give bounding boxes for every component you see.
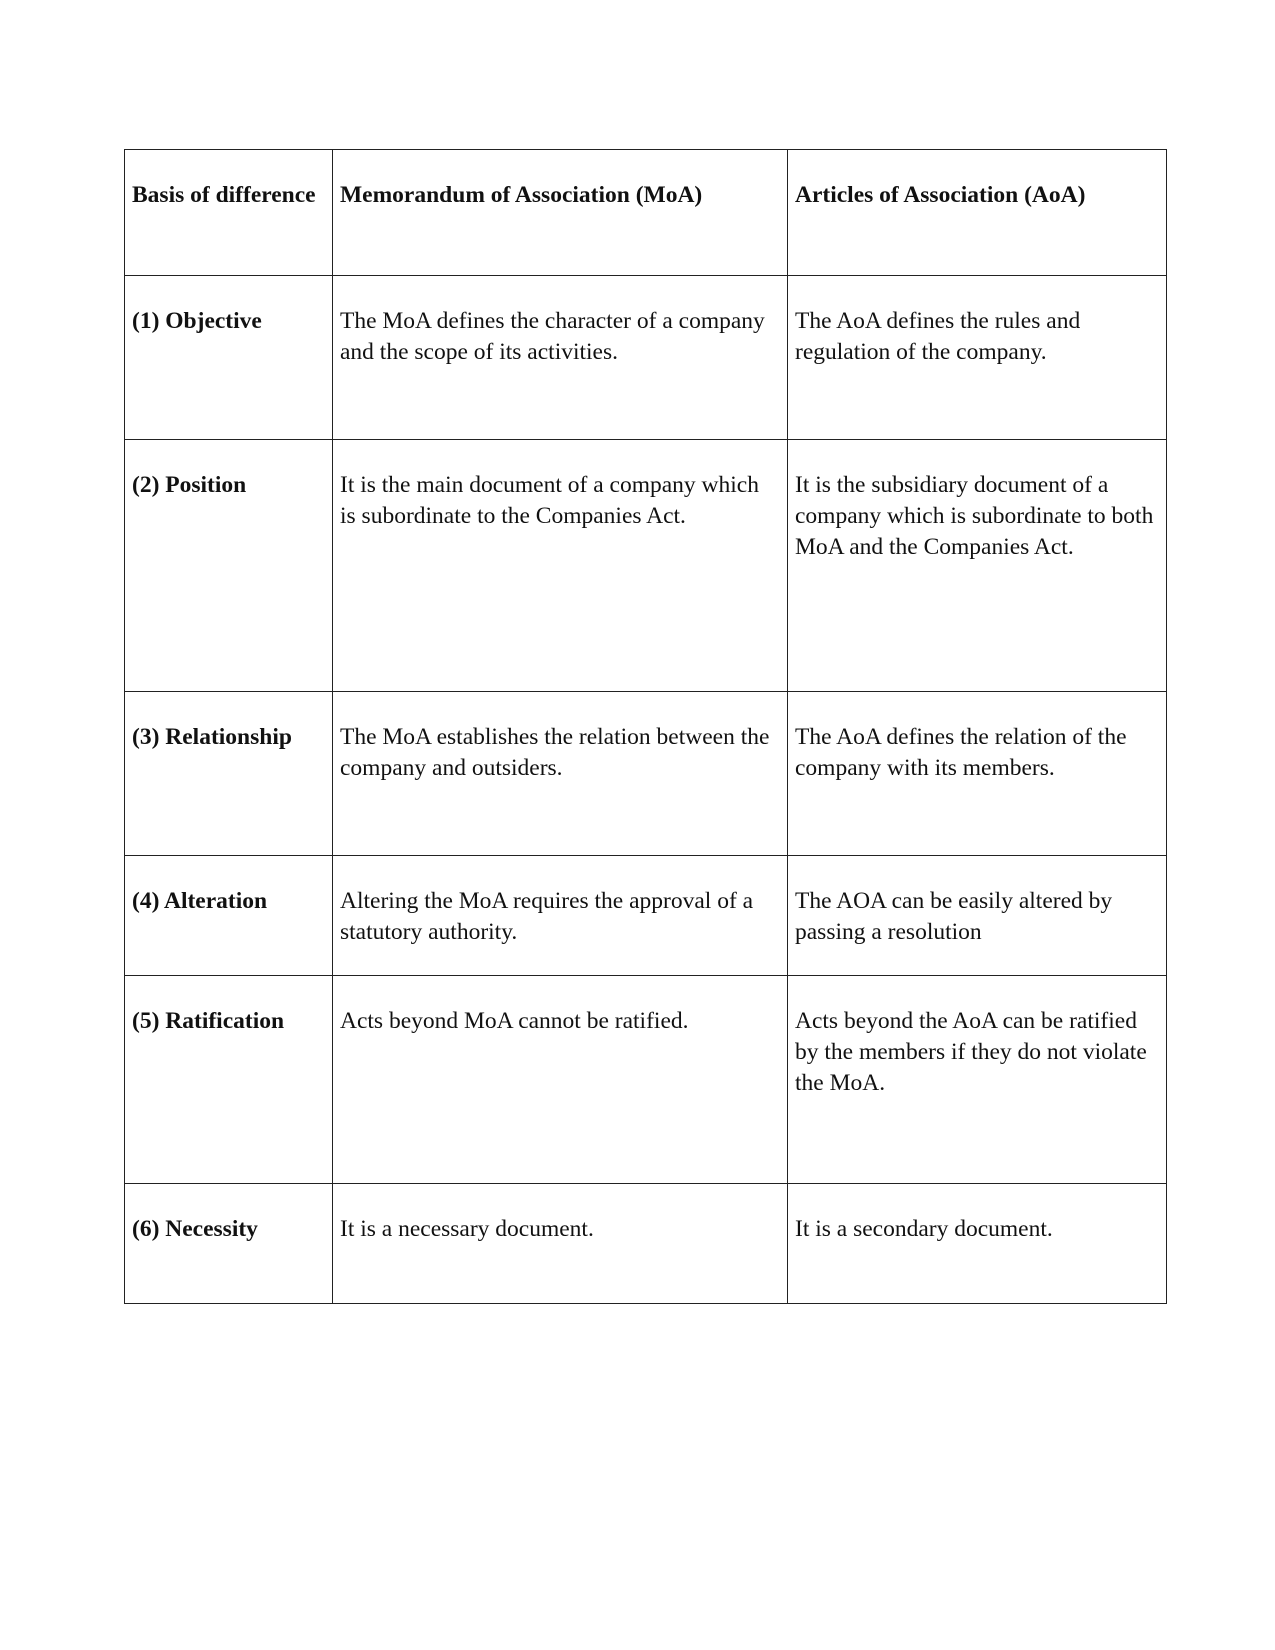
- header-aoa: Articles of Association (AoA): [788, 150, 1167, 276]
- row-moa: The MoA defines the character of a company and the scope of its activities.: [333, 276, 788, 440]
- row-aoa: The AoA defines the rules and regulation of the company.: [788, 276, 1167, 440]
- header-row: [125, 150, 1167, 276]
- row-aoa: The AOA can be easily altered by passing a resolution: [788, 856, 1167, 976]
- row-basis: (4) Alteration: [125, 856, 333, 976]
- row-basis: (2) Position: [125, 440, 333, 692]
- header-basis: Basis of difference: [125, 150, 333, 276]
- row-moa: It is a necessary document.: [333, 1184, 788, 1304]
- row-basis: (6) Necessity: [125, 1184, 333, 1304]
- row-moa: Acts beyond MoA cannot be ratified.: [333, 976, 788, 1184]
- header-moa: Memorandum of Association (MoA): [333, 150, 788, 276]
- row-basis: (5) Ratification: [125, 976, 333, 1184]
- row-moa: Altering the MoA requires the approval of a statutory authority.: [333, 856, 788, 976]
- row-moa: The MoA establishes the relation between the company and outsiders.: [333, 692, 788, 856]
- row-aoa: The AoA defines the relation of the company with its members.: [788, 692, 1167, 856]
- table-row: [125, 1184, 1167, 1304]
- row-basis: (1) Objective: [125, 276, 333, 440]
- table-row: [125, 440, 1167, 692]
- table-row: [125, 856, 1167, 976]
- comparison-table: [124, 149, 1167, 1304]
- table-row: [125, 276, 1167, 440]
- table-row: [125, 976, 1167, 1184]
- row-aoa: It is a secondary document.: [788, 1184, 1167, 1304]
- table-row: [125, 692, 1167, 856]
- row-basis: (3) Relationship: [125, 692, 333, 856]
- row-moa: It is the main document of a company which is subordinate to the Companies Act.: [333, 440, 788, 692]
- row-aoa: Acts beyond the AoA can be ratified by the members if they do not violate the MoA.: [788, 976, 1167, 1184]
- row-aoa: It is the subsidiary document of a company which is subordinate to both MoA and the Companies Act.: [788, 440, 1167, 692]
